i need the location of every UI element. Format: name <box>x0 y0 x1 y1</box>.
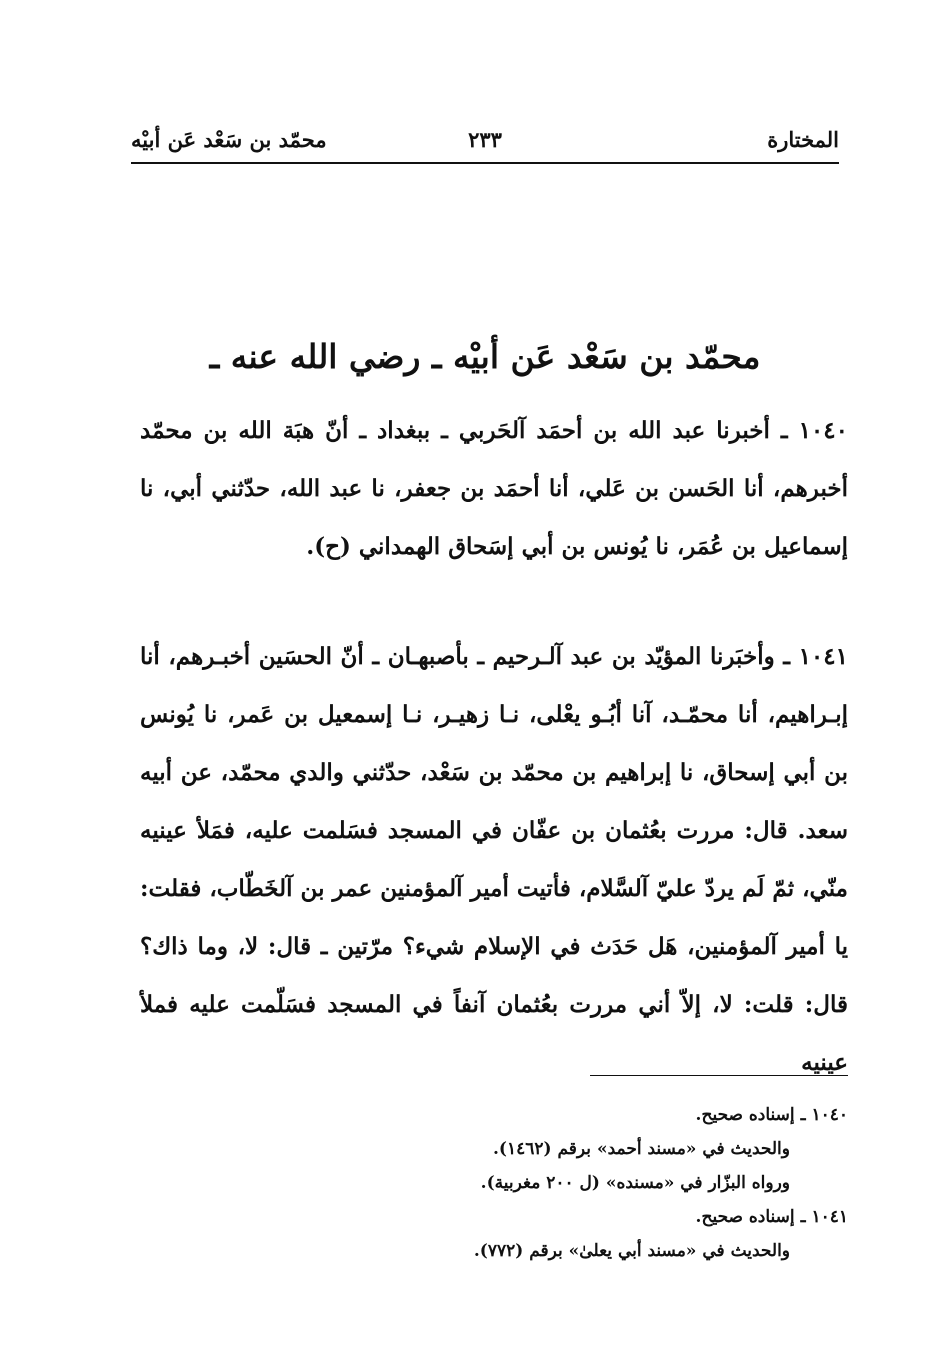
hadith-paragraph-1041: ١٠٤١ ـ وأخبَرنا المؤيّد بن عبد آلـرحيم ـ بأصبهـان ـ أنّ الحسَين أخبـرهم، أنا إبـراهيم، أنا محمّـد، آنا أبُـو يعْلى، نـا زهيـر، نـا إسمعيل بن عَمر، نا يُونس بن أبي إسحاق، نا إبراهيم بن محمّد بن سَعْد، حدّثني والدي محمّد، عن أبيه سعد. قال: مررت بعُثمان بن عفّان في المسجد فسَلمت عليه، فمَلأ عينيه منّي، ثمّ لَم يردّ عليّ آلسَّلام، فأتيت أمير آلمؤمنين عمر بن آلخَطّاب، فقلت: يا أمير آلمؤمنين، هَل حَدَث في الإسلام شيء؟ مرّتين ـ قال: لا، وما ذاك؟ قال: قلت: لا، إلاّ أني مررت بعُثمان آنفاً في المسجد فسَلّمت عليه فملأ عينيه <box>140 643 848 1076</box>
footnote-line: والحديث في «مسند أبي يعلىٰ» برقم (٧٧٢). <box>473 1241 790 1261</box>
hadith-paragraph-1040: ١٠٤٠ ـ أخبرنا عبد الله بن أحمَد آلحَربي ـ ببغداد ـ أنّ هبَة الله بن محمّد أخبرهم، أنا الحَسن بن عَلي، أنا أحمَد بن جعفر، نا عبد الله، حدّثني أبي، نا إسماعيل بن عُمَر، نا يُونس بن أبي إسَحاق الهمداني (ح). <box>140 417 848 560</box>
header-divider <box>131 162 839 164</box>
footnote-line: والحديث في «مسند أحمد» برقم (١٤٦٢). <box>493 1139 790 1159</box>
page-number: ٢٣٣ <box>468 127 502 152</box>
footnote-line: ١٠٤٠ ـ إسناده صحيح. <box>695 1105 848 1125</box>
footnote-line: ورواه البزّار في «مسنده» (ل ٢٠٠ مغربية). <box>480 1173 790 1193</box>
footnote-line: ١٠٤١ ـ إسناده صحيح. <box>695 1207 848 1227</box>
page-header <box>131 120 839 164</box>
chapter-title: محمّد بن سَعْد عَن أبيْه ـ رضي الله عنه ـ <box>209 337 761 376</box>
book-title: المختارة <box>767 127 839 152</box>
section-title: محمّد بن سَعْد عَن أبيْه <box>131 127 327 152</box>
footnotes <box>248 1098 848 1268</box>
footnote-divider <box>590 1075 848 1076</box>
